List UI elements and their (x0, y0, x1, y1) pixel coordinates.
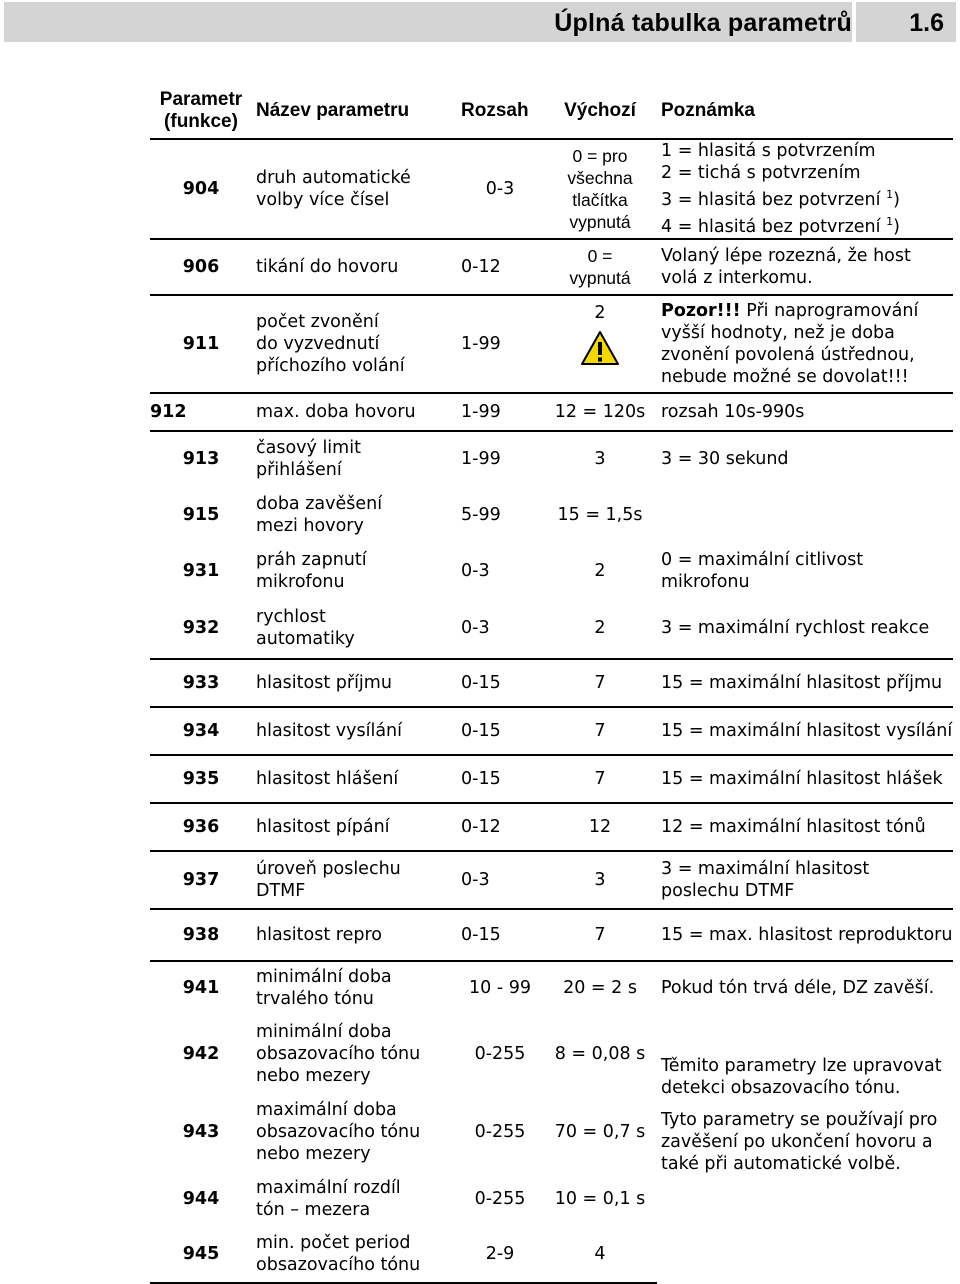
param-name: max. doba hovoru (252, 393, 457, 431)
param-code: 911 (150, 295, 252, 393)
param-code: 945 (150, 1227, 252, 1283)
param-range: 0-255 (474, 1188, 526, 1209)
param-note: Pozor!!! Při naprogramování vyšší hodnoty, než je doba zvonění povolená ústřednou, nebude možné se dovolat!!! (657, 295, 953, 393)
table-row (150, 961, 953, 1015)
param-note: 15 = maximální hlasitost hlášek (657, 755, 953, 803)
warning-label: Pozor!!! (661, 300, 741, 321)
param-note: 12 = maximální hlasitost tónů (657, 803, 953, 851)
warning-triangle-icon (580, 330, 620, 366)
param-code: 913 (182, 449, 220, 470)
param-name: maximální doba obsazovacího tónu nebo mezery (256, 1099, 421, 1164)
table-row (150, 295, 953, 393)
param-code: 942 (182, 1043, 220, 1064)
table-row (150, 803, 953, 851)
param-note: 15 = maximální hlasitost příjmu (657, 659, 953, 707)
param-range: 0-3 (457, 851, 543, 909)
param-range: 5-99 (461, 504, 501, 525)
param-default: 12 = 120s (543, 393, 657, 431)
param-code: 936 (150, 803, 252, 851)
param-range: 1-99 (461, 449, 501, 470)
param-code: 937 (150, 851, 252, 909)
table-row (150, 599, 953, 659)
param-range: 1-99 (457, 393, 543, 431)
page-title: Úplná tabulka parametrů (554, 9, 852, 37)
param-range: 2-9 (457, 1227, 543, 1283)
page-header (4, 2, 956, 42)
col-header-param: Parametr (funkce) (150, 84, 252, 139)
param-default: 70 = 0,7 s (554, 1121, 646, 1142)
param-range: 10 - 99 (469, 978, 531, 999)
param-name: maximální rozdíl tón – mezera (256, 1177, 401, 1220)
param-default: 2 (543, 295, 657, 393)
table-row (150, 909, 953, 961)
param-code: 915 (182, 504, 220, 525)
param-note: 3 = maximální rychlost reakce (657, 599, 953, 659)
table-row (150, 707, 953, 755)
group-note: Těmito parametry lze upravovat detekci obsazovacího tónu. Tyto parametry se používají pro zavěšení po ukončení hovoru a také při automatické volbě. (661, 1055, 942, 1174)
param-range: 0-3 (461, 560, 490, 581)
param-code: 943 (182, 1121, 220, 1142)
param-note: Pokud tón trvá déle, DZ zavěší. (661, 978, 935, 999)
param-range: 0-12 (457, 803, 543, 851)
param-range: 0-15 (457, 659, 543, 707)
param-default: 0 = vypnutá (543, 239, 657, 295)
param-name: minimální doba trvalého tónu (256, 967, 392, 1010)
param-default: 7 (543, 755, 657, 803)
param-name: hlasitost hlášení (252, 755, 457, 803)
col-header-range: Rozsah (457, 84, 543, 139)
param-default: 3 (543, 851, 657, 909)
param-default: 2 (543, 599, 657, 659)
param-range: 0-15 (457, 707, 543, 755)
param-note: 15 = max. hlasitost reproduktoru (657, 909, 953, 961)
table-row (150, 431, 953, 487)
param-default: 4 (543, 1227, 657, 1283)
col-header-note: Poznámka (657, 84, 953, 139)
param-name: hlasitost příjmu (252, 659, 457, 707)
param-code: 941 (182, 978, 220, 999)
table-header-row (150, 84, 953, 139)
table-row (150, 755, 953, 803)
param-code: 912 (150, 393, 252, 431)
param-default: 7 (543, 659, 657, 707)
section-number: 1.6 (909, 9, 944, 37)
table-row (150, 393, 953, 431)
param-default: 0 = pro všechna tlačítka vypnutá (543, 139, 657, 239)
param-range: 1-99 (457, 295, 543, 393)
param-default: 7 (543, 909, 657, 961)
table-row (150, 543, 953, 599)
parameter-table (150, 84, 953, 1284)
col-header-default: Výchozí (543, 84, 657, 139)
param-name: hlasitost repro (252, 909, 457, 961)
param-code: 932 (150, 599, 252, 659)
param-name: druh automatické volby více čísel (252, 139, 457, 239)
param-name: práh zapnutí mikrofonu (256, 549, 367, 592)
param-range: 0-12 (457, 239, 543, 295)
param-code: 904 (150, 139, 252, 239)
param-note: Volaný lépe rozezná, že host volá z interkomu. (657, 239, 953, 295)
param-name: doba zavěšení mezi hovory (256, 493, 383, 536)
param-default: 2 (594, 560, 606, 581)
param-default: 15 = 1,5s (557, 504, 643, 525)
param-range: 0-3 (457, 139, 543, 239)
param-note: 15 = maximální hlasitost vysílání (657, 707, 953, 755)
param-name: minimální doba obsazovacího tónu nebo mezery (256, 1021, 421, 1086)
param-range: 0-255 (474, 1121, 526, 1142)
param-note: 0 = maximální citlivost mikrofonu (661, 549, 864, 592)
param-note: 3 = 30 sekund (661, 449, 789, 470)
param-default: 12 (543, 803, 657, 851)
param-name: rychlost automatiky (252, 599, 457, 659)
param-note (657, 487, 953, 543)
param-name: úroveň poslechu DTMF (252, 851, 457, 909)
param-default: 20 = 2 s (563, 978, 637, 999)
param-range: 0-15 (457, 755, 543, 803)
param-name: hlasitost vysílání (252, 707, 457, 755)
param-code: 934 (150, 707, 252, 755)
param-code: 938 (150, 909, 252, 961)
param-note: 1 = hlasitá s potvrzením 2 = tichá s potvrzením 3 = hlasitá bez potvrzení $^1$) 4 = hlasitá bez potvrzení $^1$) (657, 139, 953, 239)
table-row (150, 239, 953, 295)
param-default: 3 (594, 449, 606, 470)
param-note: rozsah 10s-990s (657, 393, 953, 431)
param-code: 906 (150, 239, 252, 295)
col-header-name: Název parametru (252, 84, 457, 139)
table-row (150, 1015, 953, 1093)
param-default: 7 (543, 707, 657, 755)
param-name: časový limit přihlášení (256, 438, 361, 481)
param-name: počet zvonění do vyzvednutí příchozího volání (252, 295, 457, 393)
param-note: 3 = maximální hlasitost poslechu DTMF (657, 851, 953, 909)
param-name: hlasitost pípání (252, 803, 457, 851)
param-range: 0-15 (457, 909, 543, 961)
param-default: 8 = 0,08 s (554, 1043, 646, 1064)
param-range: 0-3 (457, 599, 543, 659)
table-row (150, 487, 953, 543)
param-code: 931 (182, 560, 220, 581)
param-code: 935 (150, 755, 252, 803)
table-row (150, 659, 953, 707)
param-code: 933 (150, 659, 252, 707)
param-code: 944 (182, 1188, 220, 1209)
param-default: 10 = 0,1 s (554, 1188, 646, 1209)
param-name: min. počet period obsazovacího tónu (252, 1227, 457, 1283)
table-row (150, 139, 953, 239)
param-range: 0-255 (474, 1043, 526, 1064)
table-row (150, 851, 953, 909)
param-name: tikání do hovoru (252, 239, 457, 295)
